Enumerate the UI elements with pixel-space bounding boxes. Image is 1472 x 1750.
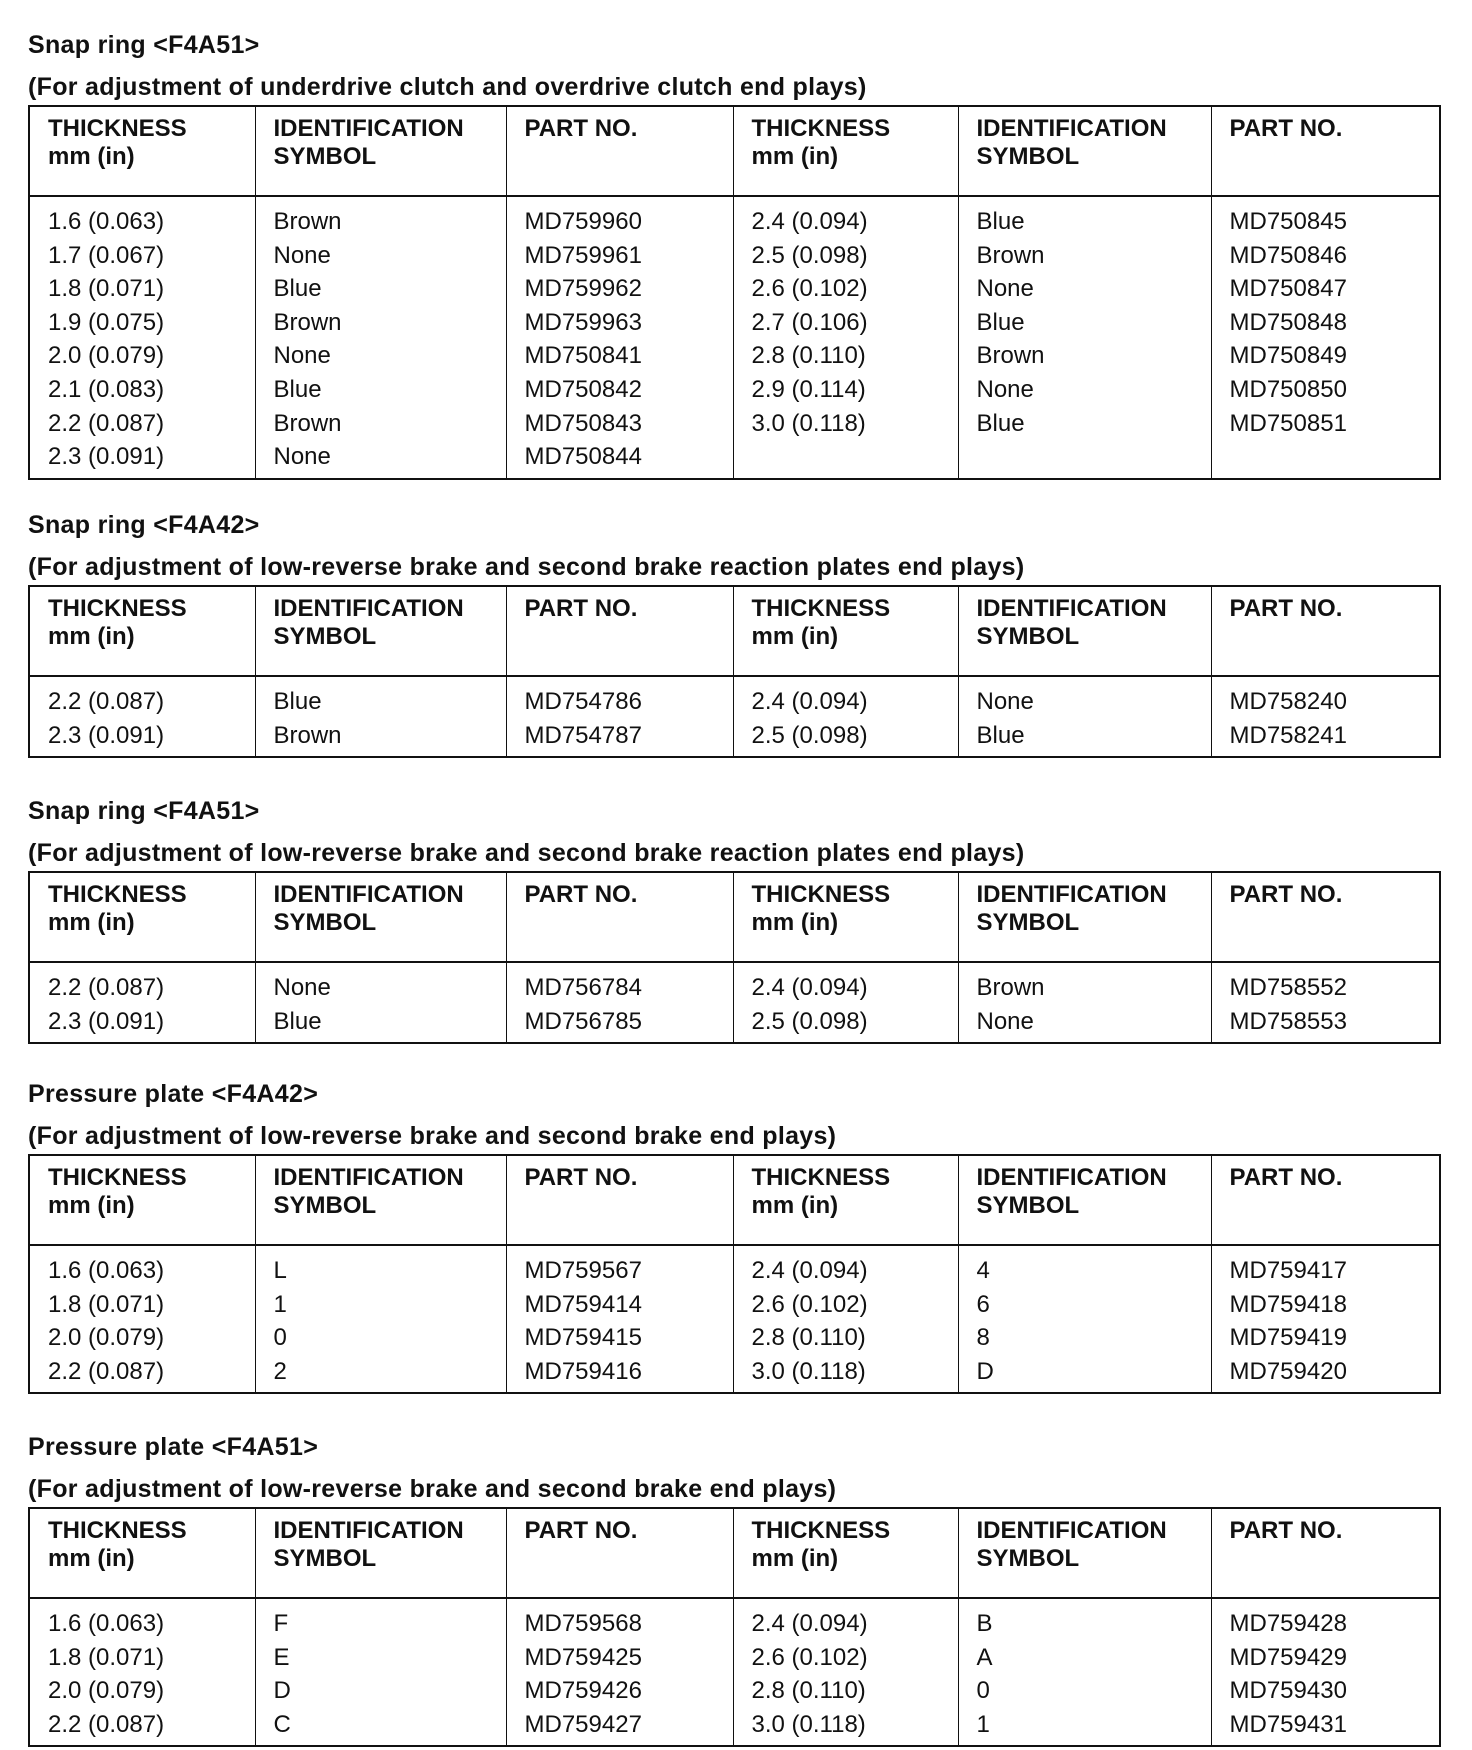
cell-part-no: MD750848 [1211, 306, 1440, 340]
cell-thickness: 2.3 (0.091) [29, 1005, 255, 1044]
header-part-no [506, 1508, 733, 1598]
cell-thickness: 1.9 (0.075) [29, 306, 255, 340]
table-body [29, 196, 1440, 479]
cell-identification-symbol: 0 [958, 1674, 1211, 1708]
cell-part-no: MD750841 [506, 339, 733, 373]
cell-identification-symbol: Brown [255, 196, 506, 239]
cell-identification-symbol: None [958, 1005, 1211, 1044]
cell-identification-symbol: Blue [255, 676, 506, 719]
cell-thickness: 2.0 (0.079) [29, 339, 255, 373]
cell-identification-symbol: 8 [958, 1321, 1211, 1355]
table-row [29, 719, 1440, 758]
spec-table [28, 1154, 1441, 1394]
cell-part-no: MD759962 [506, 272, 733, 306]
table-body [29, 1598, 1440, 1746]
cell-part-no: MD759426 [506, 1674, 733, 1708]
header-label: mm (in) [48, 143, 135, 170]
cell-thickness: 2.5 (0.098) [733, 719, 958, 758]
header-part-no [506, 106, 733, 196]
header-label: PART NO. [524, 881, 638, 908]
table-row [29, 196, 1440, 239]
header-identification-symbol [958, 1155, 1211, 1245]
cell-part-no: MD758240 [1211, 676, 1440, 719]
cell-identification-symbol: Blue [255, 272, 506, 306]
header-thickness [733, 872, 958, 962]
cell-thickness: 2.6 (0.102) [733, 1288, 958, 1322]
section-subtitle: (For adjustment of low-reverse brake and second brake reaction plates end plays) [28, 839, 1025, 867]
cell-part-no: MD750843 [506, 407, 733, 441]
cell-identification-symbol: Brown [255, 407, 506, 441]
header-identification-symbol [958, 872, 1211, 962]
cell-identification-symbol: Blue [958, 306, 1211, 340]
cell-part-no: MD759963 [506, 306, 733, 340]
cell-thickness: 2.2 (0.087) [29, 1355, 255, 1394]
table-row [29, 1355, 1440, 1394]
header-label: THICKNESS [751, 595, 891, 622]
cell-thickness: 2.0 (0.079) [29, 1321, 255, 1355]
section-title: Pressure plate <F4A51> [28, 1433, 319, 1461]
cell-part-no: MD759418 [1211, 1288, 1440, 1322]
header-identification-symbol [255, 106, 506, 196]
cell-thickness: 2.2 (0.087) [29, 676, 255, 719]
cell-identification-symbol: None [958, 676, 1211, 719]
header-label: mm (in) [48, 623, 135, 650]
header-label: PART NO. [1229, 115, 1343, 142]
table-header [29, 106, 1440, 196]
table-row [29, 373, 1440, 407]
cell-part-no: MD759416 [506, 1355, 733, 1394]
cell-thickness: 2.9 (0.114) [733, 373, 958, 407]
header-label: IDENTIFICATION [976, 1164, 1167, 1191]
cell-thickness: 2.0 (0.079) [29, 1674, 255, 1708]
header-thickness [733, 106, 958, 196]
header-label: SYMBOL [273, 1545, 377, 1572]
table-row [29, 1321, 1440, 1355]
header-label: PART NO. [524, 115, 638, 142]
cell-thickness: 1.7 (0.067) [29, 239, 255, 273]
cell-part-no: MD750846 [1211, 239, 1440, 273]
table-header [29, 872, 1440, 962]
header-label: SYMBOL [273, 143, 377, 170]
cell-thickness: 2.3 (0.091) [29, 440, 255, 479]
header-label: PART NO. [1229, 1517, 1343, 1544]
section-subtitle: (For adjustment of underdrive clutch and overdrive clutch end plays) [28, 73, 867, 101]
table-row [29, 407, 1440, 441]
header-label: SYMBOL [273, 1192, 377, 1219]
cell-identification-symbol: Brown [958, 239, 1211, 273]
header-label: SYMBOL [976, 623, 1080, 650]
cell-identification-symbol: None [958, 272, 1211, 306]
header-label: SYMBOL [976, 1545, 1080, 1572]
header-label: PART NO. [1229, 1164, 1343, 1191]
header-label: IDENTIFICATION [273, 881, 464, 908]
cell-identification-symbol: 1 [255, 1288, 506, 1322]
cell-identification-symbol: None [958, 373, 1211, 407]
header-thickness [29, 1508, 255, 1598]
header-row [29, 872, 1440, 962]
header-row [29, 106, 1440, 196]
cell-identification-symbol: F [255, 1598, 506, 1641]
table-header [29, 1508, 1440, 1598]
cell-thickness: 2.6 (0.102) [733, 272, 958, 306]
cell-thickness: 3.0 (0.118) [733, 407, 958, 441]
spec-table [28, 1507, 1441, 1747]
header-label: THICKNESS [751, 1164, 891, 1191]
cell-thickness: 2.4 (0.094) [733, 1598, 958, 1641]
header-label: THICKNESS [48, 1164, 187, 1191]
cell-thickness: 2.2 (0.087) [29, 1708, 255, 1747]
table-row [29, 339, 1440, 373]
header-label: SYMBOL [273, 909, 377, 936]
header-thickness [29, 1155, 255, 1245]
cell-thickness: 2.4 (0.094) [733, 676, 958, 719]
table-row [29, 1005, 1440, 1044]
cell-thickness: 1.6 (0.063) [29, 1598, 255, 1641]
cell-thickness: 2.4 (0.094) [733, 962, 958, 1005]
cell-part-no: MD759429 [1211, 1641, 1440, 1675]
cell-part-no: MD750849 [1211, 339, 1440, 373]
cell-identification-symbol: D [255, 1674, 506, 1708]
cell-part-no: MD759417 [1211, 1245, 1440, 1288]
header-row [29, 1508, 1440, 1598]
cell-thickness: 3.0 (0.118) [733, 1355, 958, 1394]
header-label: PART NO. [524, 1164, 638, 1191]
cell-identification-symbol: D [958, 1355, 1211, 1394]
header-label: mm (in) [751, 1545, 839, 1572]
table-body [29, 1245, 1440, 1393]
header-label: THICKNESS [48, 115, 187, 142]
spec-table [28, 871, 1441, 1044]
header-label: THICKNESS [751, 881, 891, 908]
cell-thickness: 2.6 (0.102) [733, 1641, 958, 1675]
section-subtitle: (For adjustment of low-reverse brake and second brake end plays) [28, 1475, 837, 1503]
header-label: THICKNESS [48, 881, 187, 908]
header-identification-symbol [255, 586, 506, 676]
section-title: Snap ring <F4A51> [28, 797, 260, 825]
header-identification-symbol [958, 106, 1211, 196]
table-row [29, 272, 1440, 306]
header-identification-symbol [958, 586, 1211, 676]
cell-part-no: MD759420 [1211, 1355, 1440, 1394]
cell-part-no: MD759567 [506, 1245, 733, 1288]
cell-part-no: MD759961 [506, 239, 733, 273]
header-thickness [733, 1155, 958, 1245]
cell-identification-symbol: Blue [255, 373, 506, 407]
cell-identification-symbol: 0 [255, 1321, 506, 1355]
header-label: IDENTIFICATION [273, 1517, 464, 1544]
header-label: THICKNESS [751, 115, 891, 142]
cell-part-no: MD750850 [1211, 373, 1440, 407]
cell-thickness: 2.5 (0.098) [733, 1005, 958, 1044]
header-part-no [1211, 1508, 1440, 1598]
header-label: mm (in) [48, 1545, 135, 1572]
header-part-no [506, 872, 733, 962]
table-row [29, 1708, 1440, 1747]
header-label: THICKNESS [48, 595, 187, 622]
cell-identification-symbol: Blue [255, 1005, 506, 1044]
cell-part-no: MD759568 [506, 1598, 733, 1641]
cell-part-no: MD754786 [506, 676, 733, 719]
cell-identification-symbol: None [255, 239, 506, 273]
header-label: PART NO. [524, 1517, 638, 1544]
cell-identification-symbol: Blue [958, 719, 1211, 758]
header-label: IDENTIFICATION [976, 881, 1167, 908]
table-row [29, 306, 1440, 340]
cell-part-no: MD754787 [506, 719, 733, 758]
header-row [29, 586, 1440, 676]
table-body [29, 962, 1440, 1043]
cell-part-no: MD759419 [1211, 1321, 1440, 1355]
header-thickness [29, 872, 255, 962]
header-label: PART NO. [524, 595, 638, 622]
cell-part-no: MD758241 [1211, 719, 1440, 758]
cell-thickness: 1.8 (0.071) [29, 1288, 255, 1322]
header-label: THICKNESS [48, 1517, 187, 1544]
header-identification-symbol [958, 1508, 1211, 1598]
header-identification-symbol [255, 872, 506, 962]
cell-part-no: MD750851 [1211, 407, 1440, 441]
cell-part-no: MD759414 [506, 1288, 733, 1322]
cell-thickness: 2.8 (0.110) [733, 339, 958, 373]
cell-identification-symbol: 4 [958, 1245, 1211, 1288]
cell-identification-symbol: 2 [255, 1355, 506, 1394]
header-label: IDENTIFICATION [976, 595, 1167, 622]
cell-thickness: 1.6 (0.063) [29, 1245, 255, 1288]
cell-thickness: 2.2 (0.087) [29, 407, 255, 441]
table-row [29, 1288, 1440, 1322]
header-label: mm (in) [48, 1192, 135, 1219]
header-label: PART NO. [1229, 595, 1343, 622]
cell-thickness: 2.1 (0.083) [29, 373, 255, 407]
cell-identification-symbol: None [255, 339, 506, 373]
cell-part-no: MD750845 [1211, 196, 1440, 239]
cell-identification-symbol: Brown [958, 962, 1211, 1005]
section-title: Snap ring <F4A51> [28, 31, 260, 59]
cell-part-no: MD756784 [506, 962, 733, 1005]
cell-part-no: MD759960 [506, 196, 733, 239]
header-label: IDENTIFICATION [273, 595, 464, 622]
header-part-no [1211, 1155, 1440, 1245]
cell-identification-symbol: Brown [255, 306, 506, 340]
header-label: SYMBOL [976, 1192, 1080, 1219]
cell-part-no: MD756785 [506, 1005, 733, 1044]
header-row [29, 1155, 1440, 1245]
section-subtitle: (For adjustment of low-reverse brake and second brake end plays) [28, 1122, 837, 1150]
header-label: mm (in) [751, 623, 839, 650]
cell-identification-symbol: E [255, 1641, 506, 1675]
spec-table [28, 585, 1441, 758]
cell-part-no: MD750842 [506, 373, 733, 407]
cell-identification-symbol: Brown [958, 339, 1211, 373]
header-part-no [1211, 872, 1440, 962]
cell-thickness: 2.4 (0.094) [733, 1245, 958, 1288]
header-label: mm (in) [48, 909, 135, 936]
header-part-no [1211, 106, 1440, 196]
table-row [29, 962, 1440, 1005]
cell-identification-symbol: None [255, 962, 506, 1005]
table-row [29, 440, 1440, 479]
cell-part-no: MD758553 [1211, 1005, 1440, 1044]
section-title: Snap ring <F4A42> [28, 511, 260, 539]
cell-part-no: MD759415 [506, 1321, 733, 1355]
spec-table [28, 105, 1441, 480]
cell-identification-symbol: 1 [958, 1708, 1211, 1747]
table-row [29, 1674, 1440, 1708]
table-header [29, 586, 1440, 676]
cell-part-no: MD750844 [506, 440, 733, 479]
section-title: Pressure plate <F4A42> [28, 1080, 319, 1108]
cell-part-no: MD759430 [1211, 1674, 1440, 1708]
header-label: THICKNESS [751, 1517, 891, 1544]
cell-identification-symbol: None [255, 440, 506, 479]
header-part-no [506, 586, 733, 676]
cell-identification-symbol: 6 [958, 1288, 1211, 1322]
cell-thickness: 2.2 (0.087) [29, 962, 255, 1005]
cell-identification-symbol [958, 440, 1211, 479]
table-row [29, 239, 1440, 273]
cell-thickness: 1.6 (0.063) [29, 196, 255, 239]
table-row [29, 1641, 1440, 1675]
cell-thickness: 1.8 (0.071) [29, 272, 255, 306]
cell-identification-symbol: A [958, 1641, 1211, 1675]
cell-part-no: MD750847 [1211, 272, 1440, 306]
header-thickness [733, 586, 958, 676]
header-label: SYMBOL [273, 623, 377, 650]
header-label: mm (in) [751, 1192, 839, 1219]
cell-thickness: 2.3 (0.091) [29, 719, 255, 758]
cell-thickness: 2.8 (0.110) [733, 1321, 958, 1355]
header-label: IDENTIFICATION [273, 115, 464, 142]
cell-part-no [1211, 440, 1440, 479]
cell-part-no: MD759425 [506, 1641, 733, 1675]
table-row [29, 1245, 1440, 1288]
cell-identification-symbol: L [255, 1245, 506, 1288]
header-label: SYMBOL [976, 143, 1080, 170]
cell-identification-symbol: Blue [958, 196, 1211, 239]
header-part-no [1211, 586, 1440, 676]
header-label: PART NO. [1229, 881, 1343, 908]
cell-thickness: 1.8 (0.071) [29, 1641, 255, 1675]
cell-thickness: 2.8 (0.110) [733, 1674, 958, 1708]
header-label: SYMBOL [976, 909, 1080, 936]
cell-thickness: 3.0 (0.118) [733, 1708, 958, 1747]
header-label: IDENTIFICATION [976, 1517, 1167, 1544]
section-subtitle: (For adjustment of low-reverse brake and second brake reaction plates end plays) [28, 553, 1025, 581]
table-row [29, 1598, 1440, 1641]
cell-part-no: MD758552 [1211, 962, 1440, 1005]
header-identification-symbol [255, 1508, 506, 1598]
header-thickness [29, 106, 255, 196]
header-identification-symbol [255, 1155, 506, 1245]
header-label: IDENTIFICATION [273, 1164, 464, 1191]
table-row [29, 676, 1440, 719]
table-header [29, 1155, 1440, 1245]
header-label: mm (in) [751, 909, 839, 936]
cell-thickness: 2.7 (0.106) [733, 306, 958, 340]
header-thickness [733, 1508, 958, 1598]
header-label: mm (in) [751, 143, 839, 170]
cell-part-no: MD759428 [1211, 1598, 1440, 1641]
cell-identification-symbol: B [958, 1598, 1211, 1641]
cell-thickness: 2.4 (0.094) [733, 196, 958, 239]
cell-part-no: MD759431 [1211, 1708, 1440, 1747]
cell-identification-symbol: C [255, 1708, 506, 1747]
cell-part-no: MD759427 [506, 1708, 733, 1747]
header-part-no [506, 1155, 733, 1245]
header-thickness [29, 586, 255, 676]
cell-identification-symbol: Blue [958, 407, 1211, 441]
cell-thickness: 2.5 (0.098) [733, 239, 958, 273]
cell-identification-symbol: Brown [255, 719, 506, 758]
header-label: IDENTIFICATION [976, 115, 1167, 142]
table-body [29, 676, 1440, 757]
cell-thickness [733, 440, 958, 479]
